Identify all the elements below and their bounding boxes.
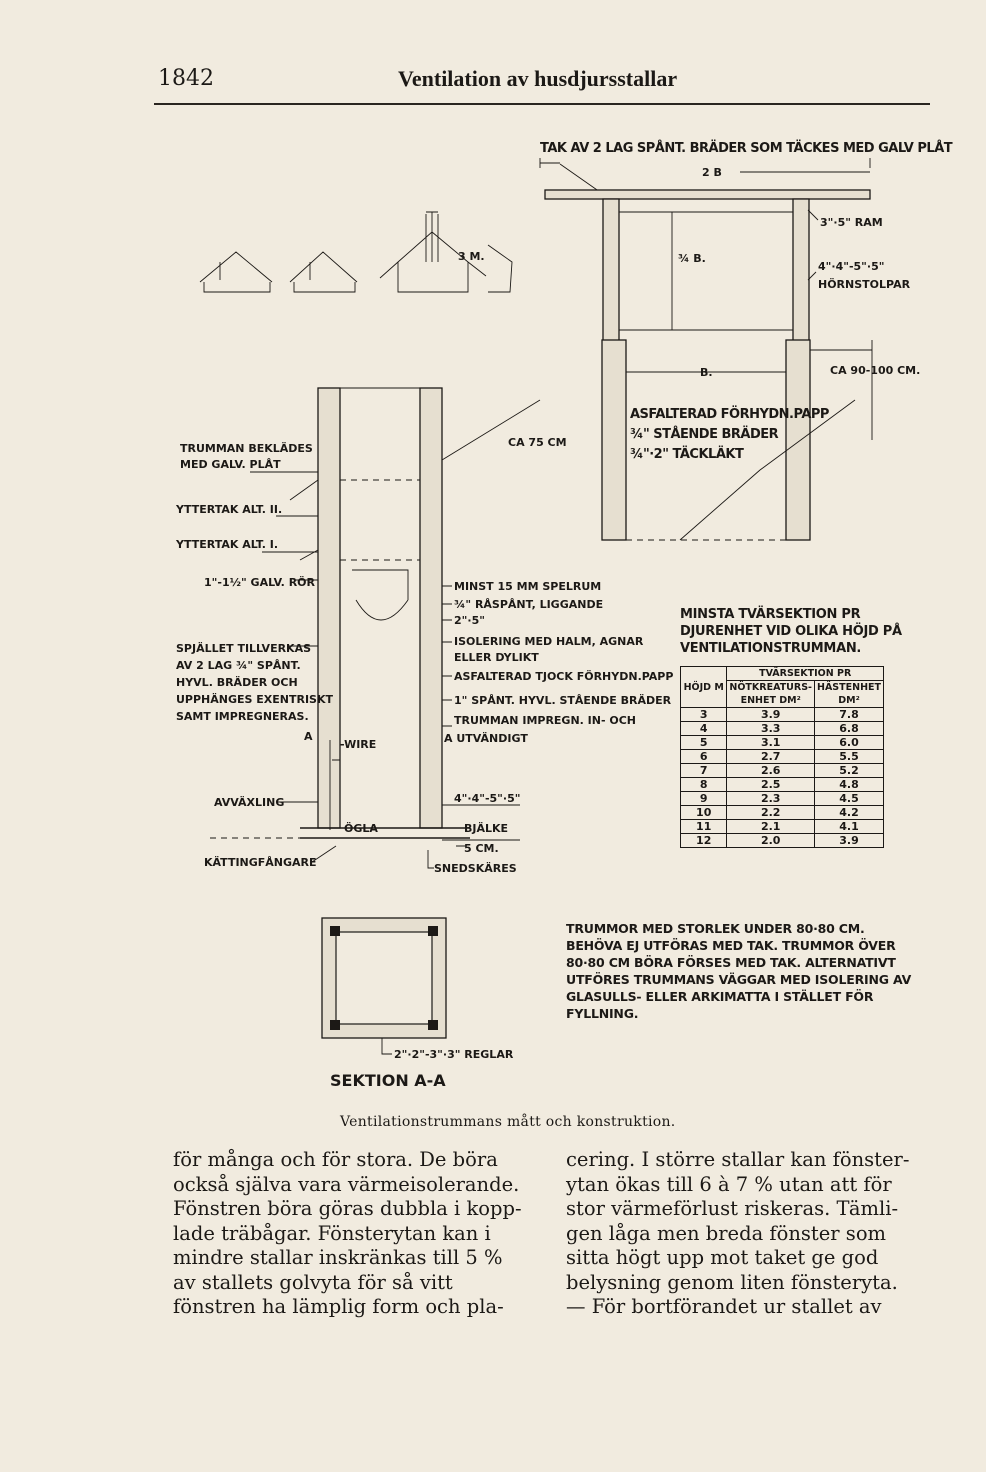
label-right-8: TRUMMAN IMPREGN. IN- OCH — [454, 714, 636, 727]
construction-note: TRUMMOR MED STORLEK UNDER 80·80 CM. BEHÖVA EJ UTFÖRAS MED TAK. TRUMMOR ÖVER 80·80 CM BÖRA FÖRSES MED TAK. ALTERNATIVT UTFÖRES TRUMMANS VÄGGAR MED ISOLERING AV GLASULLS- ELLER ARKIMATTA I STÄLLET FÖR FYLLNING. — [566, 921, 912, 1021]
label-right-10: 4"·4"-5"·5" — [454, 792, 521, 805]
cell-cattle: 3.9 — [727, 708, 815, 722]
running-title: Ventilation av husdjursstallar — [398, 66, 678, 91]
label-three-quarter-b: ¾ B. — [678, 252, 706, 265]
body-column-left — [173, 1148, 528, 1320]
label-damper-1: SPJÄLLET TILLVERKAS — [176, 642, 312, 655]
label-right-9: A UTVÄNDIGT — [444, 732, 528, 745]
label-right-1: MINST 15 MM SPELRUM — [454, 580, 602, 593]
label-studs: 2"·2"-3"·3" REGLAR — [394, 1048, 514, 1061]
table-row — [681, 750, 884, 764]
cell-height: 10 — [681, 806, 727, 820]
drum-roof-cap — [540, 140, 953, 343]
cell-horse: 4.2 — [815, 806, 884, 820]
cell-horse: 7.8 — [815, 708, 884, 722]
label-right-2: ¾" RÅSPÅNT, LIGGANDE — [454, 598, 604, 611]
section-a-a — [322, 918, 514, 1090]
cell-horse: 4.1 — [815, 820, 884, 834]
cell-height: 6 — [681, 750, 727, 764]
table-row — [681, 722, 884, 736]
cell-cattle: 2.5 — [727, 778, 815, 792]
section-title: SEKTION A-A — [330, 1071, 446, 1090]
col-horse-header: HÄSTENHET DM² — [815, 681, 884, 708]
table-row — [681, 820, 884, 834]
table-row — [681, 806, 884, 820]
label-pipe: 1"-1½" GALV. RÖR — [204, 576, 315, 589]
figure-caption: Ventilationstrummans mått och konstruktion. — [340, 1114, 676, 1130]
label-right-12: 5 CM. — [464, 842, 499, 855]
body-text-left: för många och för stora. De böra också själva vara värmeisolerande. Fönstren böra göras dubbla i kopp- lade träbågar. Fönsterytan kan i mindre stallar inskränkas till 5 % av stallets golvyta för så vitt fönstren ha lämplig form och pla- — [173, 1148, 522, 1318]
col-height-header: HÖJD M — [681, 667, 727, 708]
label-right-3: 2"·5" — [454, 614, 485, 627]
label-right-11: BJÄLKE — [464, 822, 509, 835]
cell-height: 3 — [681, 708, 727, 722]
cross-section-table — [680, 666, 884, 848]
cell-horse: 5.5 — [815, 750, 884, 764]
body-column-right — [566, 1148, 921, 1320]
table-row — [681, 736, 884, 750]
label-three-m: 3 M. — [458, 250, 485, 263]
label-height-range: CA 90-100 CM. — [830, 364, 921, 377]
right-annotations — [428, 580, 673, 875]
label-eye: ÖGLA — [344, 822, 378, 835]
label-width-2b: 2 B — [702, 166, 722, 179]
label-roof-alt-1: YTTERTAK ALT. I. — [176, 538, 279, 551]
cell-cattle: 2.6 — [727, 764, 815, 778]
label-width-b: B. — [700, 366, 713, 379]
label-damper-5: SAMT IMPREGNERAS. — [176, 710, 309, 723]
cell-cattle: 2.7 — [727, 750, 815, 764]
cell-horse: 6.8 — [815, 722, 884, 736]
page-number: 1842 — [158, 66, 214, 91]
table-title: MINSTA TVÄRSEKTION PR DJURENHET VID OLIKA HÖJD PÅ VENTILATIONSTRUMMAN. — [680, 607, 902, 656]
label-section-mark-left: A — [304, 730, 313, 743]
label-drum-2: MED GALV. PLÅT — [180, 458, 281, 471]
cell-height: 9 — [681, 792, 727, 806]
cell-horse: 4.8 — [815, 778, 884, 792]
cell-horse: 6.0 — [815, 736, 884, 750]
table-row — [681, 708, 884, 722]
label-damper-3: HYVL. BRÄDER OCH — [176, 676, 298, 689]
table-row — [681, 778, 884, 792]
cell-height: 5 — [681, 736, 727, 750]
cell-height: 4 — [681, 722, 727, 736]
drum-upper-section — [602, 340, 920, 540]
cell-height: 7 — [681, 764, 727, 778]
table-row — [681, 764, 884, 778]
label-frame: 3"·5" RAM — [820, 216, 883, 229]
cell-cattle: 2.3 — [727, 792, 815, 806]
label-roof-alt-2: YTTERTAK ALT. II. — [176, 503, 283, 516]
label-chain-catcher: KÄTTINGFÅNGARE — [204, 856, 317, 869]
label-damper-2: AV 2 LAG ¾" SPÅNT. — [176, 659, 301, 672]
house-sketches — [200, 212, 512, 292]
col-cattle-header: NÖTKREATURS-ENHET DM² — [727, 681, 815, 708]
cell-horse: 5.2 — [815, 764, 884, 778]
label-layer-1: ASFALTERAD FÖRHYDN.PAPP — [630, 407, 829, 422]
label-wire: -WIRE — [340, 738, 377, 751]
label-layer-3: ¾"·2" TÄCKLÄKT — [630, 447, 744, 462]
col-group-header: TVÄRSEKTION PR — [727, 667, 884, 681]
label-right-6: ASFALTERAD TJOCK FÖRHYDN.PAPP — [454, 670, 674, 683]
label-right-7: 1" SPÅNT. HYVL. STÅENDE BRÄDER — [454, 694, 672, 707]
cell-cattle: 2.1 — [727, 820, 815, 834]
label-layer-2: ¾" STÅENDE BRÄDER — [630, 427, 779, 442]
label-trimmer: AVVÄXLING — [214, 796, 285, 809]
cell-height: 11 — [681, 820, 727, 834]
label-ca-75: CA 75 CM — [508, 436, 567, 449]
table-row — [681, 792, 884, 806]
cell-cattle: 3.3 — [727, 722, 815, 736]
cell-horse: 3.9 — [815, 834, 884, 848]
table-row — [681, 834, 884, 848]
cell-cattle: 2.2 — [727, 806, 815, 820]
label-corner-post-2: HÖRNSTOLPAR — [818, 278, 911, 291]
cell-height: 8 — [681, 778, 727, 792]
label-right-5: ELLER DYLIKT — [454, 651, 539, 664]
label-corner-post-1: 4"·4"-5"·5" — [818, 260, 885, 273]
label-right-4: ISOLERING MED HALM, AGNAR — [454, 635, 644, 648]
drum-main-section — [210, 388, 567, 840]
label-drum-1: TRUMMAN BEKLÄDES — [180, 442, 313, 455]
label-right-13: SNEDSKÄRES — [434, 862, 517, 875]
table-body — [681, 708, 884, 848]
cell-height: 12 — [681, 834, 727, 848]
cell-horse: 4.5 — [815, 792, 884, 806]
left-annotations — [175, 441, 378, 869]
body-text-right: cering. I större stallar kan fönster- ytan ökas till 6 à 7 % utan att för stor värmeförlust riskeras. Tämli- gen låga men breda fönster som sitta högt upp mot taket ge god belysning genom liten fönsteryta. — För bortförandet ur stallet av — [566, 1148, 910, 1318]
cell-cattle: 2.0 — [727, 834, 815, 848]
label-damper-4: UPPHÄNGES EXENTRISKT — [176, 693, 334, 706]
cell-cattle: 3.1 — [727, 736, 815, 750]
label-roof: TAK AV 2 LAG SPÅNT. BRÄDER SOM TÄCKES MED GALV PLÅT — [540, 141, 953, 156]
